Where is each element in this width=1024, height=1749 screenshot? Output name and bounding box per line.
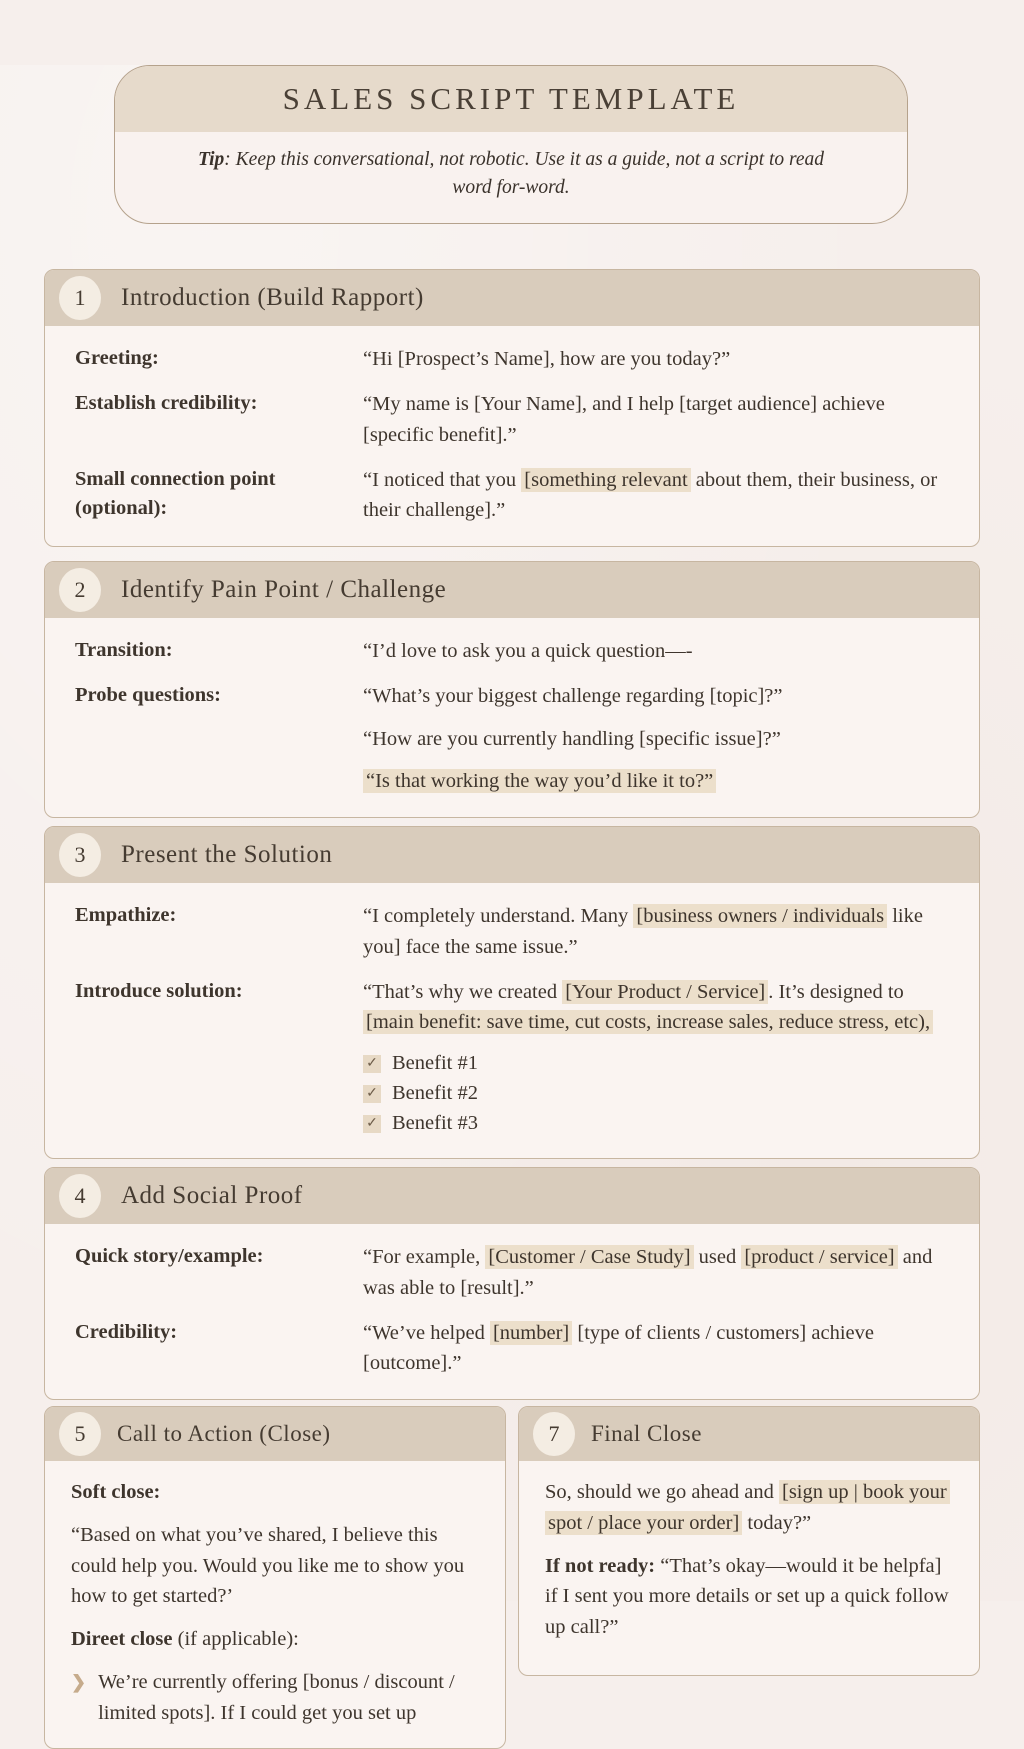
section-present-solution-body bbox=[45, 883, 979, 1158]
text-part: [type of clients / customers] achieve [outcome].” bbox=[363, 1321, 874, 1375]
checklist-item bbox=[363, 1052, 949, 1075]
checklist-item-label: Benefit #2 bbox=[392, 1082, 478, 1105]
row-label: Introduce solution: bbox=[75, 979, 243, 1002]
row-value bbox=[363, 389, 949, 451]
highlighted-text-part: [main benefit: save time, cut costs, increase sales, reduce stress, etc), bbox=[363, 1010, 933, 1034]
row-value-line bbox=[363, 465, 949, 527]
text-part: “That’s okay—would it be helpfa] if I sent you more details or set up a quick follow up call?” bbox=[545, 1554, 949, 1639]
section-number-badge: 3 bbox=[59, 833, 101, 877]
row-label: Empathize: bbox=[75, 904, 177, 927]
bottom-row bbox=[44, 1406, 980, 1749]
row-value bbox=[363, 681, 949, 797]
highlighted-text-part: [Your Product / Service] bbox=[562, 980, 768, 1004]
section-title: Identify Pain Point / Challenge bbox=[121, 576, 447, 604]
text-part: like you] face the same issue.” bbox=[363, 905, 923, 958]
section-title: Add Social Proof bbox=[121, 1182, 303, 1210]
row-small-connection-point bbox=[75, 465, 949, 527]
row-empathize bbox=[75, 901, 949, 963]
section-present-solution-header bbox=[45, 827, 979, 883]
text-part: and was able to [result].” bbox=[363, 1246, 933, 1299]
checkmark-icon: ✓ bbox=[363, 1055, 381, 1073]
section-pain-point-header bbox=[45, 562, 979, 618]
section-call-to-action-body bbox=[45, 1461, 505, 1748]
checkmark-icon: ✓ bbox=[363, 1085, 381, 1103]
highlighted-text-part: [business owners / individuals bbox=[633, 904, 887, 928]
tip-text: : Keep this conversational, not robotic. Use it as a guide, not a script to read word for-word. bbox=[224, 149, 825, 198]
section-number-badge: 2 bbox=[59, 568, 101, 612]
section-final-close-header bbox=[519, 1407, 979, 1461]
text-part: “I noticed that you bbox=[363, 468, 522, 491]
text-part: “I completely understand. Many bbox=[363, 905, 634, 928]
row-value bbox=[363, 977, 949, 1039]
text-part: . It’s designed to bbox=[768, 980, 904, 1003]
text-part: “How are you currently handling [specific issue]?” bbox=[363, 727, 781, 750]
checkmark-icon: ✓ bbox=[363, 1115, 381, 1133]
direct-close-label bbox=[71, 1624, 479, 1655]
row-value-line bbox=[363, 1242, 949, 1304]
row-label: Greeting: bbox=[75, 347, 159, 370]
row-label: Transition: bbox=[75, 639, 173, 662]
row-value-line bbox=[363, 766, 949, 797]
text-part: We’re currently offering bbox=[98, 1670, 303, 1693]
row-label: Credibility: bbox=[75, 1320, 178, 1343]
section-present-solution bbox=[44, 826, 980, 1159]
final-close-text bbox=[545, 1477, 953, 1539]
checklist-item bbox=[363, 1112, 949, 1135]
tip-label: Tip bbox=[197, 149, 225, 170]
row-value bbox=[363, 1242, 949, 1304]
soft-close-text: “Based on what you’ve shared, I believe this could help you. Would you like me to show you how to get started?’ bbox=[71, 1523, 465, 1608]
section-final-close bbox=[518, 1406, 980, 1676]
row-transition bbox=[75, 636, 949, 667]
text-part: “Hi [Prospect’s Name], how are you today?” bbox=[363, 348, 731, 371]
row-value bbox=[363, 636, 949, 667]
text-part: “My name is [Your Name], and I help [target audience] achieve [specific benefit].” bbox=[363, 393, 885, 446]
row-label: Small connection point (optional): bbox=[75, 467, 276, 520]
row-establish-credibility bbox=[75, 389, 949, 451]
header-tip bbox=[115, 132, 907, 223]
section-pain-point-body bbox=[45, 618, 979, 817]
section-title: Introduction (Build Rapport) bbox=[121, 284, 424, 312]
text-part: about them, their business, or their challenge].” bbox=[363, 468, 938, 522]
header-title-band bbox=[115, 66, 907, 132]
text-part: today?” bbox=[742, 1511, 812, 1534]
row-value bbox=[363, 901, 949, 963]
highlighted-text-part: [something relevant bbox=[521, 468, 690, 492]
section-social-proof bbox=[44, 1167, 980, 1400]
section-introduction bbox=[44, 269, 980, 547]
row-label: Establish credibility: bbox=[75, 392, 258, 415]
highlighted-text-part: [product / service] bbox=[741, 1245, 897, 1269]
section-call-to-action bbox=[44, 1406, 506, 1749]
arrow-bullet-icon: ❯ bbox=[71, 1671, 87, 1692]
row-introduce-solution bbox=[75, 977, 949, 1039]
text-part: [bonus / discount / limited spots] bbox=[98, 1670, 455, 1724]
page-title: SALES SCRIPT TEMPLATE bbox=[282, 81, 740, 116]
soft-close-label: Soft close: bbox=[71, 1481, 161, 1504]
row-value-line bbox=[363, 389, 949, 451]
checklist-item-label: Benefit #1 bbox=[392, 1052, 478, 1075]
highlighted-text-part: [number] bbox=[490, 1321, 572, 1345]
row-credibility bbox=[75, 1318, 949, 1380]
benefits-checklist bbox=[363, 1052, 949, 1135]
row-value-line bbox=[363, 344, 949, 375]
text-part: “I’d love to ask you a quick question—- bbox=[363, 640, 693, 663]
row-value-line bbox=[363, 681, 949, 712]
header-card bbox=[114, 65, 908, 224]
row-quick-story bbox=[75, 1242, 949, 1304]
text-part: Direet close bbox=[71, 1628, 173, 1651]
row-probe-questions bbox=[75, 681, 949, 797]
row-value bbox=[363, 344, 949, 375]
text-part: So, should we go ahead and bbox=[545, 1481, 779, 1504]
section-title: Final Close bbox=[591, 1421, 702, 1447]
row-value-line bbox=[363, 977, 949, 1039]
row-value bbox=[363, 465, 949, 527]
not-ready-label: If not ready: bbox=[545, 1554, 656, 1577]
sections-container bbox=[44, 269, 980, 1400]
section-title: Present the Solution bbox=[121, 841, 333, 869]
text-part: “For example, bbox=[363, 1246, 486, 1269]
text-part: “That’s why we created bbox=[363, 980, 563, 1003]
row-value bbox=[363, 1318, 949, 1380]
row-value-line bbox=[363, 901, 949, 963]
highlighted-text-part: [Customer / Case Study] bbox=[485, 1245, 693, 1269]
bullet-text bbox=[98, 1667, 479, 1729]
row-value-line bbox=[363, 636, 949, 667]
row-value-line bbox=[363, 1318, 949, 1380]
section-number-badge: 7 bbox=[533, 1412, 575, 1456]
section-title: Call to Action (Close) bbox=[117, 1421, 331, 1447]
text-part: . If I could get you set up bbox=[210, 1701, 417, 1724]
text-part: used bbox=[693, 1246, 742, 1269]
section-introduction-body bbox=[45, 326, 979, 546]
row-value-line bbox=[363, 724, 949, 755]
section-pain-point bbox=[44, 561, 980, 818]
checklist-item bbox=[363, 1082, 949, 1105]
section-call-to-action-header bbox=[45, 1407, 505, 1461]
section-number-badge: 5 bbox=[59, 1412, 101, 1456]
direct-close-bullet bbox=[71, 1667, 479, 1729]
section-number-badge: 1 bbox=[59, 276, 101, 320]
highlighted-text-part: “Is that working the way you’d like it to?” bbox=[363, 769, 716, 793]
text-part: “What’s your biggest challenge regarding [topic]?” bbox=[363, 684, 783, 707]
not-ready-text bbox=[545, 1551, 953, 1643]
row-label: Quick story/example: bbox=[75, 1245, 264, 1268]
section-introduction-header bbox=[45, 270, 979, 326]
section-number-badge: 4 bbox=[59, 1174, 101, 1218]
section-final-close-body bbox=[519, 1461, 979, 1675]
text-part: “We’ve helped bbox=[363, 1321, 490, 1344]
checklist-item-label: Benefit #3 bbox=[392, 1112, 478, 1135]
text-part: (if applicable): bbox=[172, 1628, 299, 1651]
row-greeting bbox=[75, 344, 949, 375]
row-label: Probe questions: bbox=[75, 683, 221, 706]
section-social-proof-header bbox=[45, 1168, 979, 1224]
section-social-proof-body bbox=[45, 1224, 979, 1399]
highlighted-text-part: [sign up | book your spot / place your order] bbox=[545, 1480, 950, 1535]
